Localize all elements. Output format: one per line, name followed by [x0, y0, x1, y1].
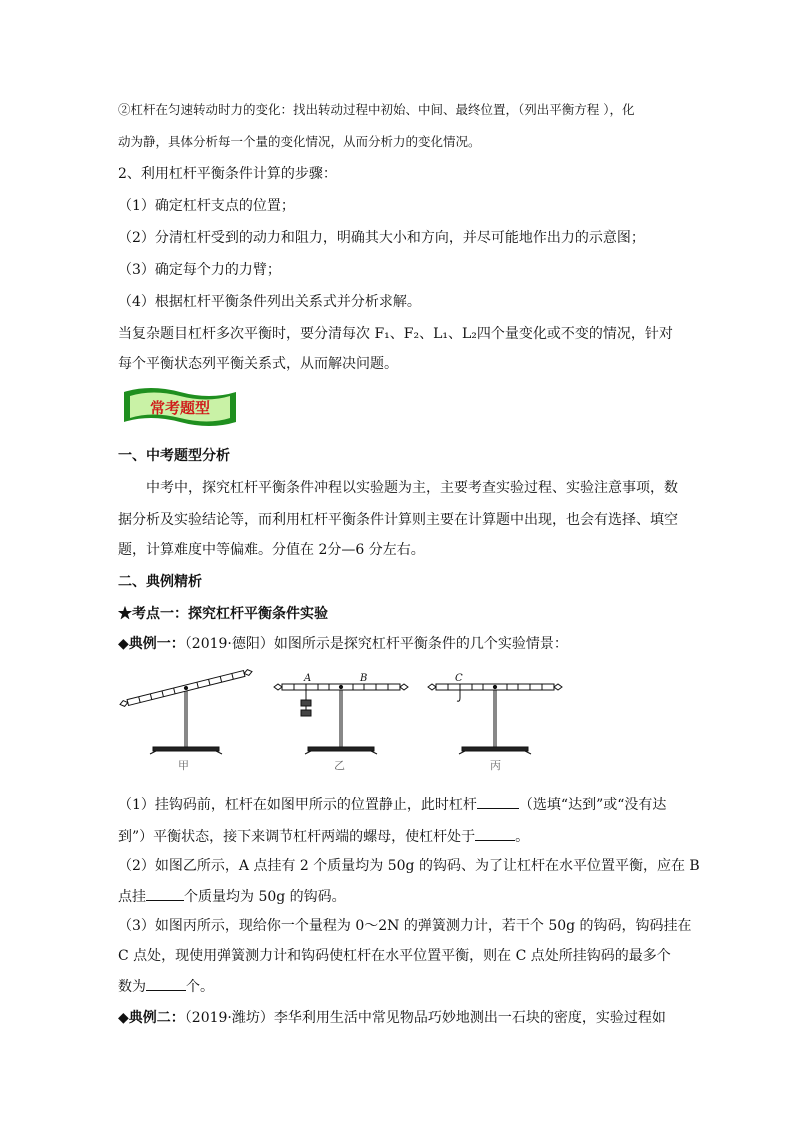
topic-1-title: ★考点一：探究杠杆平衡条件实验 [118, 606, 328, 622]
para-rotation-b: 动为静，具体分析每一个量的变化情况，从而分析力的变化情况。 [118, 134, 481, 149]
question-3-a: （3）如图丙所示，现给你一个量程为 0～2N 的弹簧测力计，若干个 50g 的钩码，钩码挂在 [118, 918, 692, 934]
question-3-c [118, 976, 678, 997]
analysis-para-a: 中考中，探究杠杆平衡条件冲程以实验题为主，主要考查实验过程、实验注意事项，数 [146, 480, 678, 496]
question-3-c-end: 个。 [186, 979, 214, 995]
section-1-title: 一、中考题型分析 [118, 448, 230, 464]
common-question-banner [120, 382, 240, 430]
question-1-a-hint: （选填“达到”或“没有达 [518, 797, 667, 813]
figure-yi-label: 乙 [334, 759, 345, 772]
lever-figures [118, 668, 568, 788]
banner-text: 常考题型 [149, 399, 211, 417]
figure-yi [274, 684, 408, 754]
answer-blank-1[interactable] [477, 794, 519, 809]
question-2-b [118, 886, 678, 907]
answer-blank-3[interactable] [146, 886, 184, 901]
steps-heading: 2、利用杠杆平衡条件计算的步骤： [118, 166, 337, 182]
example-2-intro [118, 1008, 678, 1028]
figure-bing [428, 684, 562, 754]
para-rotation-a: ②杠杆在匀速转动时力的变化：找出转动过程中初始、中间、最终位置，（列出平衡方程 ），化 [118, 102, 635, 117]
question-3-c-text: 数为 [118, 979, 146, 995]
step-3: （3）确定每个力的力臂； [118, 262, 281, 278]
step-4: （4）根据杠杆平衡条件列出关系式并分析求解。 [118, 294, 421, 310]
question-2-a: （2）如图乙所示，A 点挂有 2 个质量均为 50g 的钩码、为了让杠杆在水平位置平衡，应在 B [118, 858, 700, 874]
question-1-b-end: 。 [515, 829, 530, 845]
point-b-label: B [360, 673, 368, 684]
question-3-b: C 点处，现使用弹簧测力计和钩码使杠杆在水平位置平衡，则在 C 点处所挂钩码的最多个 [118, 948, 671, 964]
example-1-text: （2019·德阳）如图所示是探究杠杆平衡条件的几个实验情景： [184, 636, 568, 652]
point-c-label: C [455, 673, 463, 684]
point-a-label: A [304, 673, 312, 684]
question-1-b-text: 到”）平衡状态，接下来调节杠杆两端的螺母，使杠杆处于 [118, 829, 476, 845]
figure-jia [119, 669, 252, 754]
question-2-b-text: 点挂 [118, 889, 146, 905]
question-1-a-text: （1）挂钩码前，杠杆在如图甲所示的位置静止，此时杠杆 [118, 797, 477, 813]
example-1-label: ◆典例一： [118, 636, 185, 652]
example-2-text: （2019·潍坊）李华利用生活中常见物品巧妙地测出一石块的密度，实验过程如 [184, 1010, 666, 1026]
step-2: （2）分清杠杆受到的动力和阻力，明确其大小和方向，并尽可能地作出力的示意图； [118, 230, 645, 246]
para-multi-balance-a: 当复杂题目杠杆多次平衡时，要分清每次 F₁、F₂、L₁、L₂四个量变化或不变的情况，针对 [118, 326, 673, 342]
figure-bing-label: 丙 [490, 759, 501, 772]
answer-blank-2[interactable] [475, 826, 515, 841]
analysis-para-b: 据分析及实验结论等，而利用杠杆平衡条件计算则主要在计算题中出现，也会有选择、填空 [118, 512, 678, 528]
question-1-a [118, 794, 678, 815]
step-1: （1）确定杠杆支点的位置； [118, 198, 295, 214]
para-multi-balance-b: 每个平衡状态列平衡关系式，从而解决问题。 [118, 356, 398, 372]
example-1-intro [118, 634, 678, 654]
question-2-b-end: 个质量均为 50g 的钩码。 [184, 889, 346, 905]
section-2-title: 二、典例精析 [118, 574, 202, 590]
answer-blank-4[interactable] [146, 976, 186, 991]
figure-jia-label: 甲 [178, 759, 189, 772]
example-2-label: ◆典例二： [118, 1010, 185, 1026]
question-1-b [118, 826, 678, 847]
analysis-para-c: 题，计算难度中等偏难。分值在 2分—6 分左右。 [118, 542, 425, 558]
